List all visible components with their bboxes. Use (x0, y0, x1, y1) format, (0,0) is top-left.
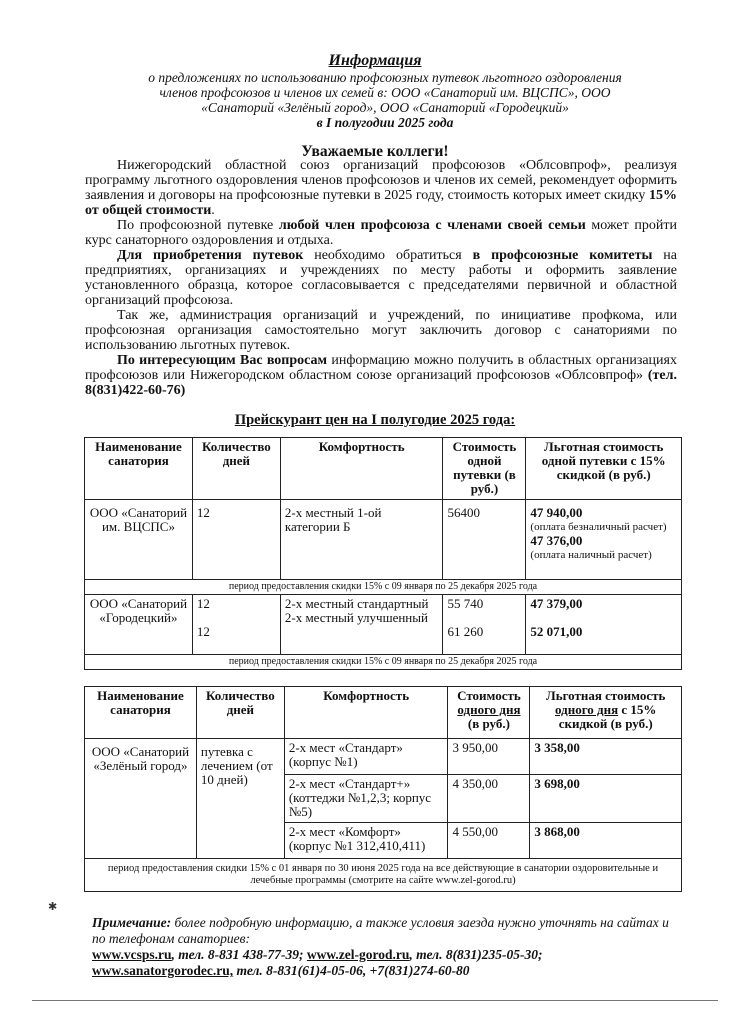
letter-body (85, 158, 677, 398)
greeting: Уважаемые коллеги! (301, 143, 449, 160)
period-row (85, 580, 682, 595)
discount-cell (526, 500, 682, 580)
paragraph-bold: любой член профсоюза с членами своей семьи (278, 218, 586, 233)
price-cell: 4 350,00 (448, 775, 530, 823)
scan-mark: ✱ (48, 901, 58, 913)
discount-cell: 3 358,00 (530, 739, 682, 775)
note-label: Примечание: (92, 915, 172, 930)
link-zel-gorod[interactable]: www.zel-gorod.ru (306, 947, 410, 962)
discount-period: период предоставления скидки 15% с 09 января по 25 декабря 2025 года (85, 655, 682, 670)
header-days: Количество дней (196, 687, 284, 739)
header-sanatorium: Наименование санатория (85, 438, 193, 500)
paragraph-text: По профсоюзной путевке (117, 218, 279, 233)
days-cell: 12 (192, 500, 280, 580)
comfort-cell (280, 595, 443, 655)
paragraph-3 (85, 248, 677, 308)
header-discount-per-day (530, 687, 682, 739)
paragraph-bold: от общей стоимости (85, 203, 212, 218)
header-text: одного дня (555, 702, 619, 717)
discount-percent: 15% (649, 188, 677, 203)
days-cell (192, 595, 280, 655)
discount-period: период предоставления скидки 15% с 09 января по 25 декабря 2025 года (85, 580, 682, 595)
period-row (85, 655, 682, 670)
header-text: Льготная стоимость (546, 688, 666, 703)
discount-value: 47 379,00 (530, 596, 583, 611)
discount-value: 52 071,00 (530, 624, 583, 639)
header-text: одного дня (457, 702, 521, 717)
comfort-cell: 2-х местный 1-ой категории Б (280, 500, 443, 580)
comfort-cell: 2-х мест «Стандарт» (корпус №1) (284, 739, 448, 775)
discount-period: период предоставления скидки 15% с 01 января по 30 июня 2025 года на все действующие в санатории оздоровительные и лечебные программы (смотрите на сайте www.zel-gorod.ru) (85, 859, 682, 892)
table-row (85, 739, 682, 775)
phone-zel-gorod: , тел. 8(831)235-05-30; (409, 947, 543, 962)
header-price: Стоимость одной путевки (в руб.) (443, 438, 526, 500)
period-row (85, 859, 682, 892)
price-cell: 56400 (443, 500, 526, 580)
subtitle-line: о предложениях по использованию профсоюзных путевок льготного оздоровления (148, 70, 622, 85)
header-text: (в руб.) (467, 716, 510, 731)
paragraph-1 (85, 158, 677, 218)
comfort-cell: 2-х мест «Стандарт+» (коттеджи №1,2,3; корпус №5) (284, 775, 448, 823)
header-text: с 15% скидкой (в руб.) (558, 702, 657, 731)
document-title: Информация (328, 52, 422, 69)
discount-value: 47 376,00 (530, 533, 583, 548)
payment-note: (оплата безналичный расчет) (530, 521, 667, 533)
sanatorium-name: ООО «Санаторий им. ВЦСПС» (85, 500, 193, 580)
subtitle-period: в I полугодии 2025 года (316, 115, 454, 130)
days-value: 12 (196, 596, 210, 611)
price-list-title: Прейскурант цен на I полугодие 2025 года: (234, 412, 516, 428)
table-header-row (85, 687, 682, 739)
paragraph-text: на предприятиях, организациях и учреждениях по месту работы и оформить заявление установленного образца, которое согласовывается с председателями первичной и областной организаций профсоюза. (85, 248, 678, 308)
phone-vcsps: , тел. 8-831 438-77-39; (171, 947, 304, 962)
days-value: 12 (196, 624, 210, 639)
price-table-2 (84, 686, 682, 892)
header-discount-price: Льготная стоимость одной путевки с 15% скидкой (в руб.) (526, 438, 682, 500)
header-price-per-day (448, 687, 530, 739)
header-comfort: Комфортность (284, 687, 448, 739)
bottom-rule (32, 1000, 718, 1001)
document-subtitle (90, 70, 680, 130)
link-vcsps[interactable]: www.vcsps.ru (92, 947, 172, 962)
link-gorodec[interactable]: www.sanatorgorodec.ru, (92, 963, 234, 978)
payment-note: (оплата наличный расчет) (530, 549, 652, 561)
paragraph-4: Так же, администрация организаций и учреждений, по инициативе профкома, или профсоюзная организация самостоятельно могут заключить договор с санаториями по использованию льготных путевок. (85, 308, 677, 353)
paragraph-end: . (211, 203, 215, 218)
table-header-row (85, 438, 682, 500)
paragraph-text: Нижегородский областной союз организаций профсоюзов «Облсовпроф», реализуя программу льготного оздоровления членов профсоюзов и членов их семей, рекомендует оформить заявления и договоры на профсоюзные путевки в 2025 году, стоимость которых имеет скидку (85, 158, 677, 203)
days-cell: путевка с лечением (от 10 дней) (196, 739, 284, 859)
header-comfort: Комфортность (280, 438, 443, 500)
price-cell (443, 595, 526, 655)
comfort-value: 2-х местный улучшенный (284, 610, 428, 625)
price-table-1 (84, 437, 682, 670)
paragraph-bold: Для приобретения путевок (117, 248, 304, 263)
paragraph-text: может пройти курс санаторного оздоровления и отдыха. (85, 218, 678, 248)
comfort-value: 2-х местный стандартный (284, 596, 429, 611)
paragraph-bold: в профсоюзные комитеты (472, 248, 653, 263)
contact-phone: (тел. 8(831)422-60-76) (85, 368, 677, 398)
price-value: 61 260 (447, 624, 484, 639)
phone-gorodec: тел. 8-831(61)4-05-06, +7(831)274-60-80 (233, 963, 470, 978)
price-cell: 4 550,00 (448, 823, 530, 859)
price-value: 55 740 (447, 596, 484, 611)
note-text: более подробную информацию, а также условия заезда нужно уточнять на сайтах и по телефонам санаториев: (92, 915, 669, 946)
header-sanatorium: Наименование санатория (85, 687, 197, 739)
paragraph-text: необходимо обратиться (303, 248, 473, 263)
subtitle-line: «Санаторий «Зелёный город», ООО «Санаторий «Городецкий» (201, 100, 569, 115)
sanatorium-name: ООО «Санаторий «Городецкий» (85, 595, 193, 655)
discount-cell: 3 698,00 (530, 775, 682, 823)
header-text: Стоимость (457, 688, 521, 703)
paragraph-2 (85, 218, 677, 248)
paragraph-text: информацию можно получить в областных организациях профсоюзов или Нижегородском областном союзе организаций профсоюзов «Облсовпроф» (85, 353, 677, 383)
price-cell: 3 950,00 (448, 739, 530, 775)
header-days: Количество дней (192, 438, 280, 500)
subtitle-line: членов профсоюзов и членов их семей в: ООО «Санаторий им. ВЦСПС», ООО (159, 85, 611, 100)
table-row (85, 595, 682, 655)
discount-cell: 3 868,00 (530, 823, 682, 859)
sanatorium-name: ООО «Санаторий «Зелёный город» (85, 739, 197, 859)
paragraph-5 (85, 353, 677, 398)
note-section (92, 915, 672, 979)
comfort-cell: 2-х мест «Комфорт» (корпус №1 312,410,411) (284, 823, 448, 859)
discount-value: 47 940,00 (530, 505, 583, 520)
paragraph-bold: По интересующим Вас вопросам (117, 353, 328, 368)
discount-cell (526, 595, 682, 655)
table-row (85, 500, 682, 580)
